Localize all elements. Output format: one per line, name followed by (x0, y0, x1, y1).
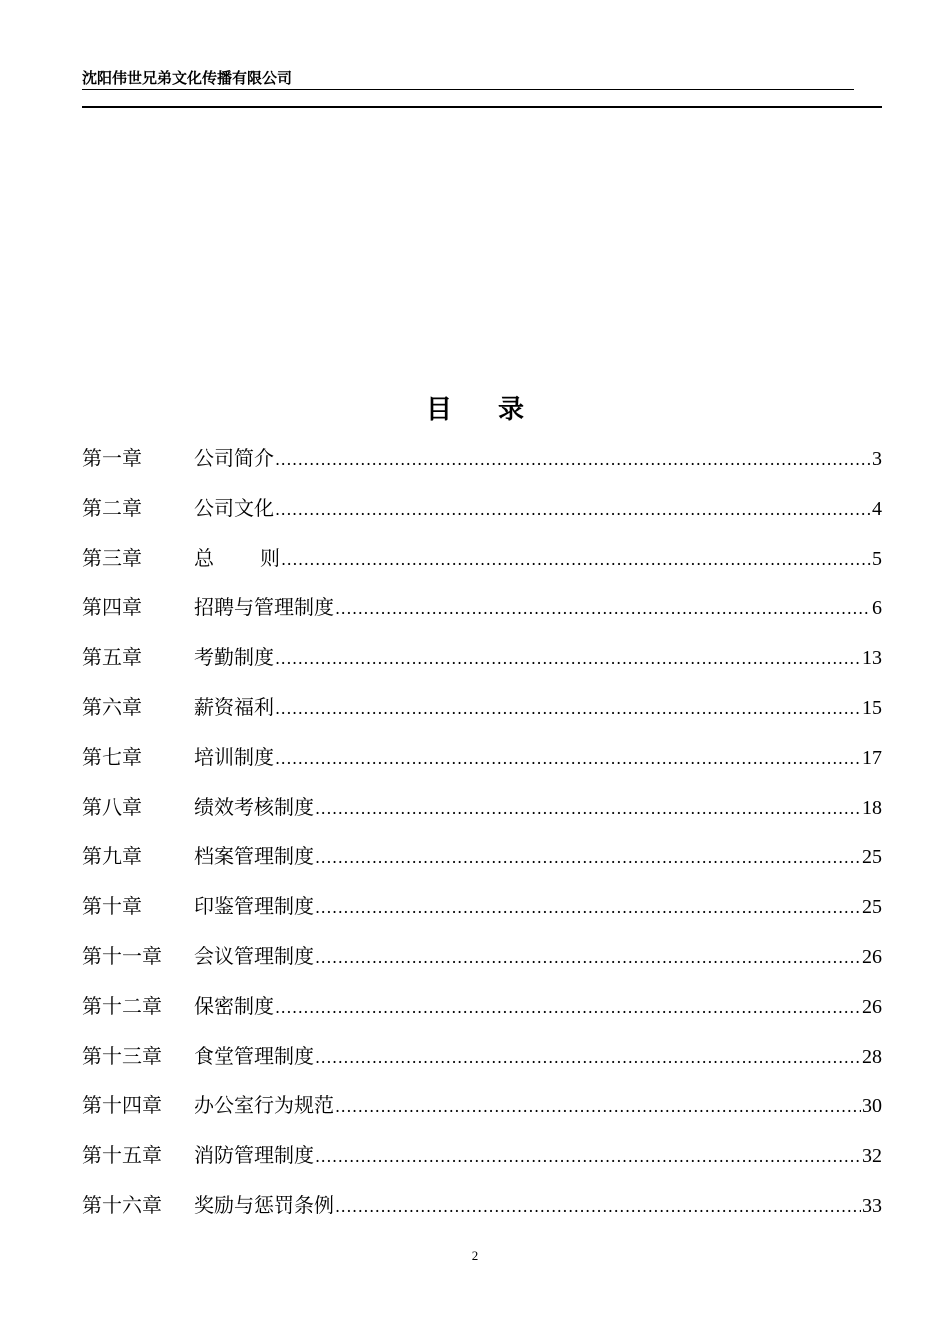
toc-chapter: 第六章 (82, 694, 142, 719)
toc-page-number: 26 (862, 995, 882, 1018)
page-number: 2 (471, 1248, 479, 1263)
toc-leader-dots (335, 1189, 861, 1225)
toc-chapter: 第一章 (82, 446, 142, 470)
toc-entry[interactable] (82, 789, 882, 839)
toc-entry[interactable] (82, 1087, 882, 1137)
toc-page-number: 32 (862, 1145, 882, 1168)
table-of-contents (82, 440, 882, 1237)
toc-leader-dots (315, 840, 861, 876)
toc-chapter: 第十章 (82, 894, 142, 919)
toc-entry-title: 公司文化 (194, 495, 274, 520)
toc-entry-title: 薪资福利 (194, 694, 274, 719)
toc-entry-title-part-2: 则 (260, 545, 280, 570)
toc-entry[interactable] (82, 589, 882, 639)
toc-chapter: 第十三章 (82, 1043, 162, 1068)
toc-entry[interactable] (82, 639, 882, 689)
toc-entry[interactable] (82, 739, 882, 789)
toc-page-number: 4 (872, 497, 882, 520)
toc-page-number: 17 (862, 746, 882, 769)
toc-leader-dots (275, 741, 861, 777)
toc-chapter: 第十二章 (82, 993, 162, 1018)
toc-leader-dots (315, 940, 861, 976)
toc-entry-title: 办公室行为规范 (194, 1093, 334, 1118)
toc-entry[interactable] (82, 490, 882, 540)
toc-chapter: 第九章 (82, 844, 142, 869)
header-divider-thin (82, 89, 854, 90)
toc-leader-dots (275, 492, 871, 528)
toc-entry-title: 培训制度 (194, 744, 274, 769)
toc-page-number: 28 (862, 1045, 882, 1068)
toc-entry-title: 印鉴管理制度 (194, 894, 314, 919)
toc-leader-dots (315, 1040, 861, 1076)
toc-page-number: 6 (872, 597, 882, 620)
toc-entry[interactable] (82, 1137, 882, 1187)
toc-leader-dots (315, 890, 861, 926)
toc-chapter: 第三章 (82, 545, 142, 570)
toc-page-number: 15 (862, 696, 882, 719)
toc-entry[interactable] (82, 1187, 882, 1237)
toc-title-char-1: 目 (425, 395, 452, 425)
toc-entry-title: 消防管理制度 (194, 1143, 314, 1168)
toc-page-number: 25 (862, 846, 882, 869)
toc-entry[interactable] (82, 1038, 882, 1088)
toc-entry-title: 会议管理制度 (194, 943, 314, 968)
header-company-name: 沈阳伟世兄弟文化传播有限公司 (82, 69, 293, 87)
toc-leader-dots (335, 591, 871, 627)
toc-entry[interactable] (82, 988, 882, 1038)
toc-entry-title (194, 540, 280, 576)
toc-leader-dots (275, 691, 861, 727)
toc-page-number: 5 (872, 547, 882, 570)
toc-entry[interactable] (82, 888, 882, 938)
toc-entry-title: 保密制度 (194, 993, 274, 1018)
toc-title-char-2: 录 (498, 395, 525, 425)
toc-entry-title: 公司简介 (194, 446, 274, 470)
toc-entry[interactable] (82, 938, 882, 988)
toc-entry[interactable] (82, 540, 882, 590)
toc-entry-title: 绩效考核制度 (194, 794, 314, 819)
toc-chapter: 第七章 (82, 744, 142, 769)
toc-chapter: 第八章 (82, 794, 142, 819)
toc-title (0, 390, 950, 430)
toc-page-number: 33 (862, 1194, 882, 1217)
toc-chapter: 第四章 (82, 595, 142, 620)
toc-entry-title: 招聘与管理制度 (194, 595, 334, 620)
toc-chapter: 第十四章 (82, 1093, 162, 1118)
toc-entry-title-part-1: 总 (194, 545, 214, 570)
toc-entry-title: 考勤制度 (194, 645, 274, 670)
toc-leader-dots (275, 990, 861, 1026)
toc-entry-title: 奖励与惩罚条例 (194, 1192, 334, 1217)
toc-chapter: 第十一章 (82, 943, 162, 968)
toc-page-number: 3 (872, 448, 882, 470)
toc-page-number: 25 (862, 896, 882, 919)
toc-page-number: 30 (862, 1095, 882, 1118)
toc-chapter: 第二章 (82, 495, 142, 520)
toc-page-number: 18 (862, 796, 882, 819)
toc-page-number: 26 (862, 945, 882, 968)
toc-entry-title: 档案管理制度 (194, 844, 314, 869)
toc-entry[interactable] (82, 838, 882, 888)
toc-leader-dots (335, 1089, 861, 1125)
toc-leader-dots (275, 442, 871, 478)
toc-leader-dots (281, 542, 871, 578)
header-divider-thick (82, 106, 882, 108)
toc-leader-dots (315, 1139, 861, 1175)
toc-entry-title: 食堂管理制度 (194, 1043, 314, 1068)
toc-chapter: 第十六章 (82, 1192, 162, 1217)
toc-chapter: 第十五章 (82, 1143, 162, 1168)
toc-entry[interactable] (82, 689, 882, 739)
toc-chapter: 第五章 (82, 645, 142, 670)
toc-page-number: 13 (862, 647, 882, 670)
toc-leader-dots (275, 641, 861, 677)
toc-leader-dots (315, 791, 861, 827)
toc-entry[interactable] (82, 440, 882, 490)
